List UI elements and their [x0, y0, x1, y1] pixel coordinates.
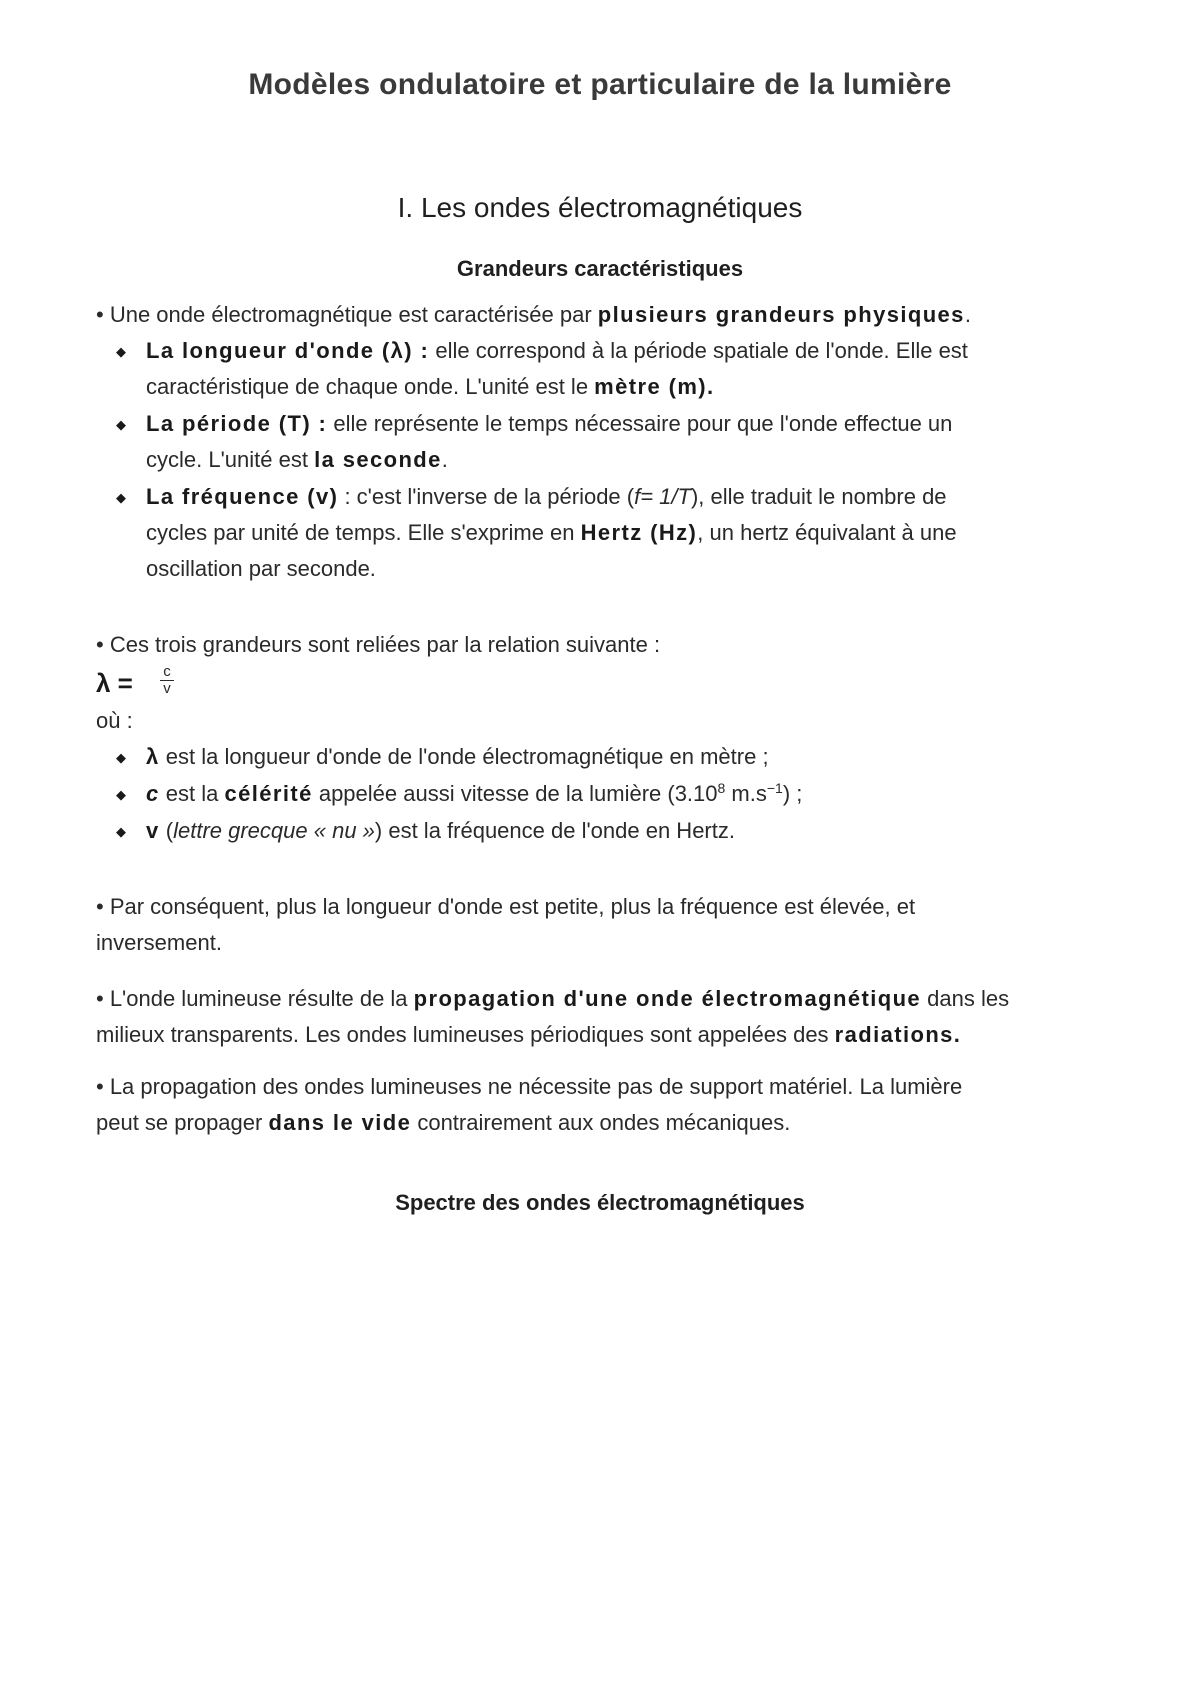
paragraph-3-line-2: peut se propager dans le vide contrairement aux ondes mécaniques. — [96, 1110, 791, 1135]
definition-lambda: λ est la longueur d'onde de l'onde électromagnétique en mètre ; — [146, 744, 769, 769]
frequency-line-3: oscillation par seconde. — [146, 556, 376, 581]
formula-fraction — [160, 664, 174, 697]
definition-c: c est la célérité appelée aussi vitesse de la lumière (3.10$^8$ $m.s^{-1}$) ; — [146, 780, 803, 806]
intro-line: • Une onde électromagnétique est caractérisée par plusieurs grandeurs physiques. — [96, 302, 971, 327]
formula-numerator: c — [160, 664, 174, 681]
spectrum-heading: Spectre des ondes électromagnétiques — [395, 1190, 805, 1215]
paragraph-2-line-2: milieux transparents. Les ondes lumineuses périodiques sont appelées des radiations. — [96, 1022, 962, 1047]
bullet-diamond-icon: ◆ — [116, 344, 126, 359]
paragraph-1-line-2: inversement. — [96, 930, 222, 955]
bullet-diamond-icon: ◆ — [116, 417, 126, 432]
frequency-line-1: La fréquence (v) : c'est l'inverse de la période (f= 1/T), elle traduit le nombre de — [146, 484, 947, 509]
definition-nu: v (lettre grecque « nu ») est la fréquence de l'onde en Hertz. — [146, 818, 735, 843]
bullet-diamond-icon: ◆ — [116, 787, 126, 802]
paragraph-2-line-1: • L'onde lumineuse résulte de la propagation d'une onde électromagnétique dans les — [96, 986, 1010, 1011]
wavelength-line-1: La longueur d'onde (λ) : elle correspond à la période spatiale de l'onde. Elle est — [146, 338, 968, 363]
bullet-diamond-icon: ◆ — [116, 824, 126, 839]
frequency-line-2: cycles par unité de temps. Elle s'exprime en Hertz (Hz), un hertz équivalant à une — [146, 520, 957, 545]
period-line-2: cycle. L'unité est la seconde. — [146, 447, 448, 472]
where-label: où : — [96, 708, 133, 733]
paragraph-3-line-1: • La propagation des ondes lumineuses ne nécessite pas de support matériel. La lumière — [96, 1074, 963, 1099]
document-title: Modèles ondulatoire et particulaire de la lumière — [248, 68, 952, 101]
relation-intro: • Ces trois grandeurs sont reliées par la relation suivante : — [96, 632, 661, 657]
bullet-diamond-icon: ◆ — [116, 750, 126, 765]
bullet-diamond-icon: ◆ — [116, 490, 126, 505]
period-line-1: La période (T) : elle représente le temps nécessaire pour que l'onde effectue un — [146, 411, 953, 436]
formula-lhs: λ = — [96, 668, 133, 698]
paragraph-1-line-1: • Par conséquent, plus la longueur d'onde est petite, plus la fréquence est élevée, et — [96, 894, 916, 919]
subsection-heading: Grandeurs caractéristiques — [456, 256, 744, 281]
wavelength-line-2: caractéristique de chaque onde. L'unité est le mètre (m). — [146, 374, 715, 399]
formula-denominator: v — [163, 680, 171, 697]
section-heading: I. Les ondes électromagnétiques — [397, 192, 803, 223]
